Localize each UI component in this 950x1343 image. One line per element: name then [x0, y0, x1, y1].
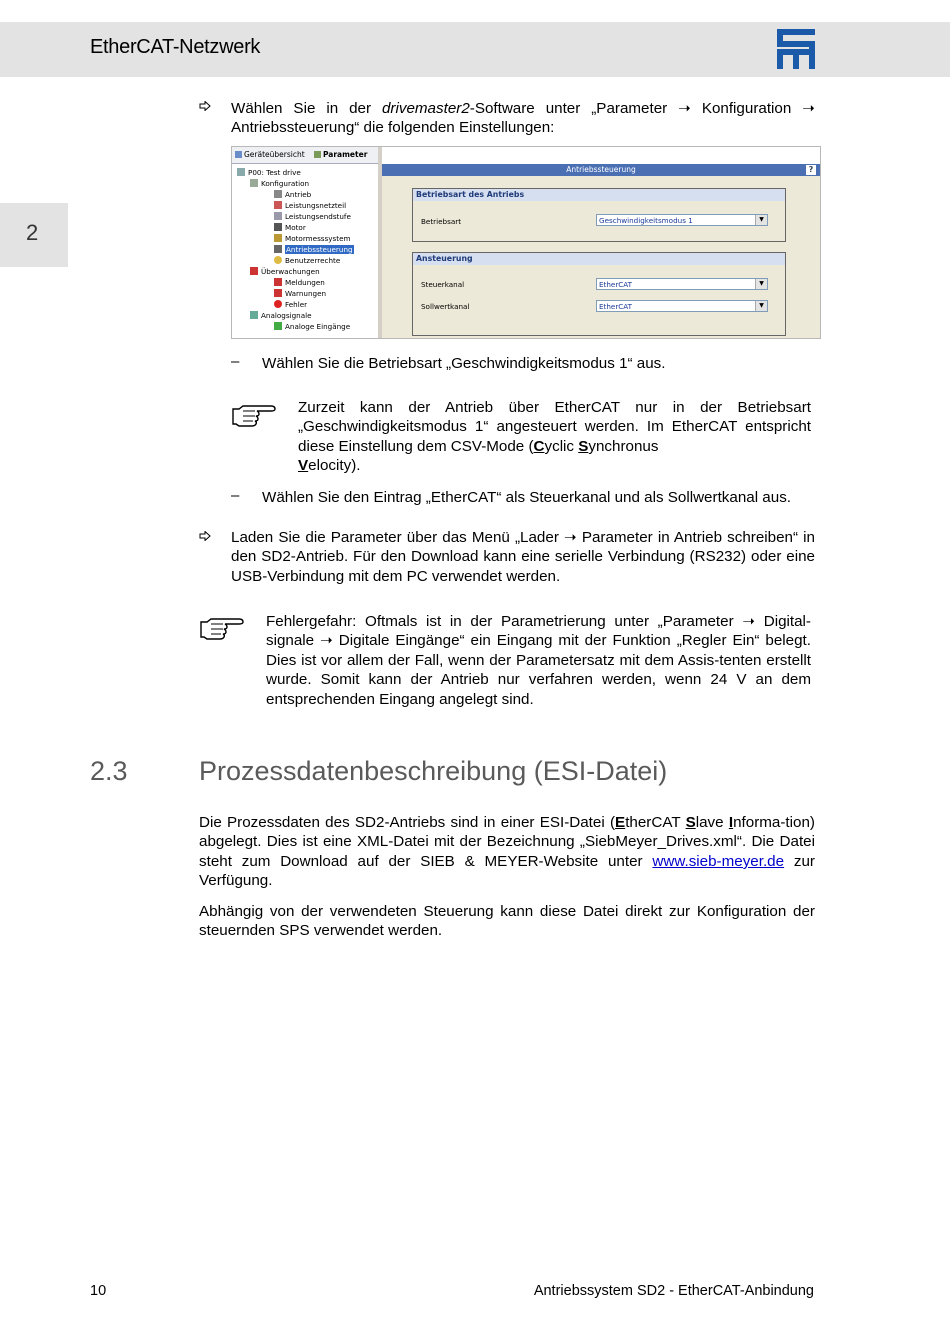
tree-label: P00: Test drive [248, 168, 301, 177]
tree-item-motormesssystem[interactable] [274, 234, 351, 243]
footer-doc-title: Antriebssystem SD2 - EtherCAT-Anbindung [533, 1283, 814, 1299]
para1-rest: nforma-tion) abgelegt. Dies ist eine XML-Datei mit der Bezeichnung „SiebMeyer_Drives.xml“. Die Datei steht zum Download auf der SIEB & MEYER-Website unter [199, 814, 815, 870]
arrow-bullet-icon [199, 531, 211, 541]
header-title: EtherCAT-Netzwerk [90, 36, 261, 58]
tab-label: Geräteübersicht [244, 150, 305, 159]
tree-label: Leistungsnetzteil [285, 201, 347, 210]
chapter-number: 2 [26, 220, 39, 245]
tree-label: Analoge Eingänge [285, 322, 351, 331]
parameter-tree [232, 164, 379, 338]
note1-s: S [578, 437, 589, 455]
group-title: Betriebsart des Antriebs [413, 189, 785, 201]
para1-s: S [685, 814, 696, 831]
tab-parameter[interactable] [314, 150, 367, 159]
note1-text [298, 398, 811, 476]
betriebsart-select[interactable] [596, 214, 768, 226]
group-title: Ansteuerung [413, 253, 785, 265]
error-icon [274, 300, 282, 308]
tree-item-ueberwachungen[interactable] [250, 267, 320, 276]
software-screenshot [231, 146, 821, 339]
page-header [0, 22, 950, 77]
para1-text [199, 813, 815, 891]
tree-label: Fehler [285, 300, 308, 309]
tree-label: Überwachungen [261, 267, 320, 276]
para1-e: E [615, 814, 626, 831]
parameter-icon [314, 151, 321, 158]
warning-icon [274, 289, 282, 297]
drive-icon [237, 168, 245, 176]
page-number: 10 [90, 1283, 107, 1299]
para1-thercat: therCAT [625, 814, 686, 831]
sub2-text: Wählen Sie den Eintrag „EtherCAT“ als Steuerkanal und als Sollwertkanal aus. [262, 489, 792, 506]
panel-title: Antriebssteuerung [382, 164, 820, 176]
power-stage-icon [274, 212, 282, 220]
settings-panel [382, 164, 820, 338]
tree-item-motor[interactable] [274, 223, 306, 232]
tab-label: Parameter [323, 150, 368, 159]
message-icon [274, 278, 282, 286]
sub1-text: Wählen Sie die Betriebsart „Geschwindigkeitsmodus 1“ aus. [262, 355, 666, 372]
logo-icon [777, 29, 815, 69]
note1-elocity: elocity). [308, 457, 361, 475]
dash-bullet: – [231, 487, 240, 504]
tree-item-p00[interactable] [237, 168, 301, 177]
tree-item-antrieb[interactable] [274, 190, 311, 199]
pointing-hand-icon [231, 401, 277, 427]
folder-icon [250, 179, 258, 187]
tree-item-benutzerrechte[interactable] [274, 256, 340, 265]
betriebsart-label: Betriebsart [421, 217, 462, 226]
motor-icon [274, 223, 282, 231]
help-icon[interactable]: ? [806, 165, 816, 175]
para2-text: Abhängig von der verwendeten Steuerung kann diese Datei direkt zur Konfiguration der steuernden SPS verwendet werden. [199, 903, 815, 940]
para1-lave: lave [695, 814, 729, 831]
group-ansteuerung [412, 252, 786, 336]
encoder-icon [274, 234, 282, 242]
drive-icon [274, 190, 282, 198]
tree-label: Benutzerrechte [285, 256, 341, 265]
tree-label: Antrieb [285, 190, 312, 199]
steuerkanal-select[interactable] [596, 278, 768, 290]
select-value: EtherCAT [599, 302, 633, 311]
chevron-down-icon[interactable]: ▼ [755, 301, 767, 311]
tree-item-analoge-eingaenge[interactable] [274, 322, 350, 331]
section-title: Prozessdatenbeschreibung (ESI-Datei) [199, 756, 668, 786]
tree-label: Motormesssystem [285, 234, 351, 243]
lock-icon [274, 256, 282, 264]
control-icon [274, 245, 282, 253]
tree-item-konfiguration[interactable] [250, 179, 309, 188]
tree-item-antriebssteuerung[interactable] [274, 245, 354, 254]
select-value: Geschwindigkeitsmodus 1 [599, 216, 693, 225]
tree-label: Meldungen [285, 278, 325, 287]
power-supply-icon [274, 201, 282, 209]
group-betriebsart [412, 188, 786, 242]
note1-a: Zurzeit kann der Antrieb über EtherCAT nur in der Betriebsart „Geschwindigkeitsmodus 1“ angesteuert werden. Im EtherCAT entspricht diese Einstellung dem CSV-Mode ( [298, 399, 811, 455]
arrow-bullet-icon [199, 101, 211, 111]
tree-label: Motor [285, 223, 306, 232]
step2-text: Laden Sie die Parameter über das Menü „Lader ➝ Parameter in Antrieb schreiben“ in den SD2-Antrieb. Für den Download kann eine serielle Verbindung (RS232) oder eine USB-Verbindung mit dem PC verwendet werden. [231, 529, 815, 585]
chapter-tab [0, 203, 68, 267]
screenshot-tabs [232, 147, 378, 164]
input-arrow-icon [274, 322, 282, 330]
para1-i: I [728, 814, 734, 831]
tree-item-warnungen[interactable] [274, 289, 326, 298]
device-icon [235, 151, 242, 158]
tree-item-analogsignale[interactable] [250, 311, 312, 320]
pointing-hand-icon [199, 614, 245, 640]
note1-c: C [533, 437, 545, 455]
step1-text [231, 99, 815, 138]
sollwertkanal-label: Sollwertkanal [421, 302, 470, 311]
step1-suffix: -Software unter „Parameter ➝ Konfiguration ➝ Antriebssteuerung“ die folgenden Einstellungen: [231, 100, 815, 137]
monitor-icon [250, 267, 258, 275]
tree-item-leistungsnetzteil[interactable] [274, 201, 346, 210]
tree-label: Antriebssteuerung [286, 245, 353, 254]
chevron-down-icon[interactable]: ▼ [755, 279, 767, 289]
tab-geraeteuebersicht[interactable] [235, 150, 305, 159]
note1-yclic: yclic [544, 437, 579, 455]
note1-ynchronus: ynchronus [588, 437, 659, 455]
tree-item-leistungsendstufe[interactable] [274, 212, 351, 221]
para1-a: Die Prozessdaten des SD2-Antriebs sind in einer ESI-Datei ( [199, 814, 616, 831]
sollwertkanal-select[interactable] [596, 300, 768, 312]
tree-label: Leistungsendstufe [285, 212, 351, 221]
tree-label: Konfiguration [261, 179, 310, 188]
note2-text: Fehlergefahr: Oftmals ist in der Parametrierung unter „Parameter ➝ Digital-signale ➝ Digitale Eingänge“ ein Eingang mit der Funktion „Regler Ein“ belegt. Dies ist vor allem der Fall, wenn der Parametersatz mit dem Assis-tenten erstellt wurde. Somit kann der Antrieb nur verfahren werden, wenn 24 V an dem entsprechenden Eingang angelegt sind. [266, 613, 811, 708]
select-value: EtherCAT [599, 280, 633, 289]
step1-software: drivemaster2 [381, 100, 470, 117]
section-number: 2.3 [90, 756, 128, 786]
analog-icon [250, 311, 258, 319]
step1-prefix: Wählen Sie in der [231, 100, 382, 117]
note1-v: V [298, 457, 309, 475]
tree-item-meldungen[interactable] [274, 278, 325, 287]
steuerkanal-label: Steuerkanal [421, 280, 465, 289]
tree-label: Analogsignale [261, 311, 312, 320]
website-link[interactable]: www.sieb-meyer.de [652, 852, 785, 870]
tree-label: Warnungen [285, 289, 327, 298]
para1-end: zur Verfügung. [199, 852, 815, 890]
chevron-down-icon[interactable]: ▼ [755, 215, 767, 225]
dash-bullet: – [231, 353, 240, 370]
tree-item-fehler[interactable] [274, 300, 307, 309]
